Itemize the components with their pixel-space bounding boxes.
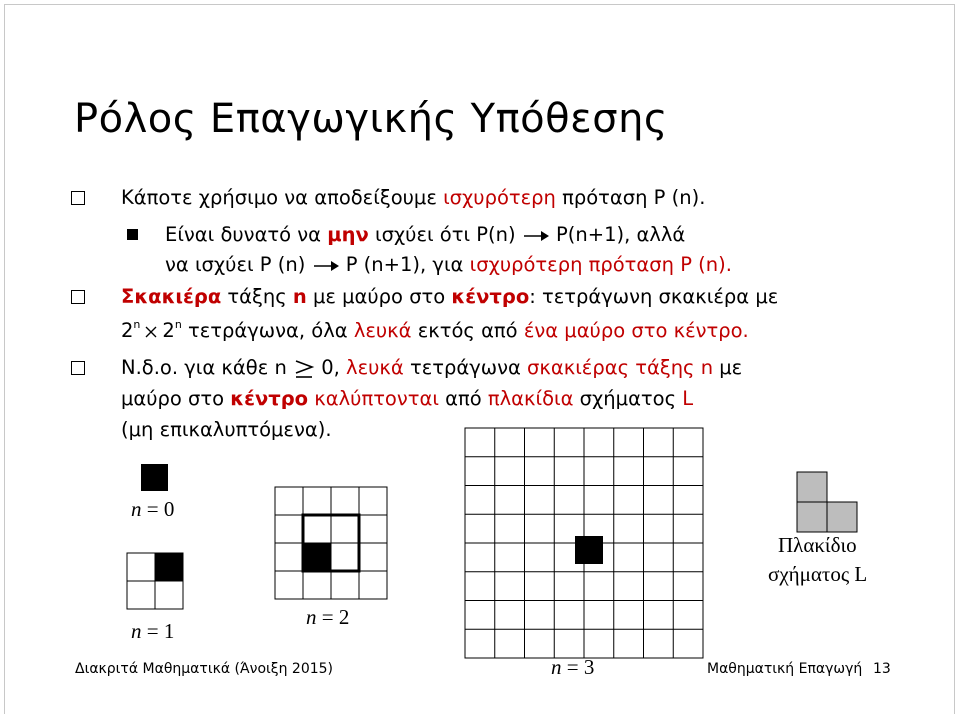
footer-course: Διακριτά Μαθηματικά (Άνοιξη 2015) [75,661,334,677]
bullet-3-d: με [713,356,743,379]
board-n2-cell [359,515,387,543]
label-n3-var: n [551,655,562,679]
label-n1-rest: = 1 [141,619,175,643]
tile-label-line-2: σχήματος L [768,562,868,586]
label-n0 [131,497,174,522]
bullet-3-covered: καλύπτονται [314,387,439,410]
implies-arrow-icon [312,259,340,273]
board-n2-cell [331,515,359,543]
bullet-2-a: τάξης [221,285,293,308]
bullet-2-d: τετράγωνα, όλα [181,319,354,342]
bullet-3-white: λευκά [346,356,404,379]
sub-bullet-2a: να ισχύει P (n) [165,253,306,276]
bullet-2-line-1 [121,287,778,307]
label-n2-var: n [306,605,317,629]
board-n0-black-square [141,464,168,491]
board-n0 [140,463,170,493]
bullet-2-exp-1: n [133,318,141,331]
board-n1-cell [127,581,155,609]
bullet-3-line-3 [121,420,332,440]
bullet-3-c: τετράγωνα [403,356,528,379]
board-n2-black-square [303,543,331,571]
slide-title: Ρόλος Επαγωγικής Υπόθεσης [74,96,668,142]
footer-page-number: 13 [873,661,891,677]
bullet-2-board: Σκακιέρα [121,285,222,308]
board-n2-cell [331,487,359,515]
hollow-square-bullet-icon [71,361,85,375]
bullet-3-i: (μη επικαλυπτόμενα). [121,418,332,441]
bullet-2-one-black: ένα μαύρο στο κέντρο. [523,319,749,342]
label-n2 [306,605,349,630]
bullet-3-line-1 [121,358,742,379]
label-n1-var: n [131,619,142,643]
label-n3 [551,655,594,680]
label-n0-rest: = 0 [141,497,175,521]
bullet-1-rest: πρόταση P (n). [555,186,706,209]
bullet-3-g: από [438,387,488,410]
hollow-square-bullet-icon [71,290,85,304]
board-n1-cell [155,581,183,609]
board-n1-black-square [155,553,183,581]
bullet-2-line-2 [121,318,749,342]
label-n0-var: n [131,497,142,521]
greater-equal-icon [293,359,315,379]
l-tile [796,471,858,533]
board-n3 [464,427,704,659]
times-icon [144,325,158,339]
bullet-2-e: εκτός από [411,319,524,342]
bullet-2-base-2: 2 [162,319,175,342]
tile-label-line-1: Πλακίδιο [778,533,857,557]
board-n1-cell [127,553,155,581]
filled-square-bullet-icon [127,229,138,240]
sub-bullet-line-1 [165,225,685,245]
board-n2 [274,486,390,602]
sub-bullet-1c: P(n+1), αλλά [549,223,686,246]
board-n3-black-square [575,536,603,564]
bullet-2-white: λευκά [353,319,412,342]
bullet-1-lead: Κάποτε χρήσιμο να αποδείξουμε [121,186,444,209]
bullet-3-center: κέντρο [230,387,309,410]
bullet-2-base-1: 2 [121,319,134,342]
sub-bullet-line-2 [165,255,732,275]
bullet-2-b: με μαύρο στο [306,285,452,308]
bullet-1-text [121,188,705,208]
bullet-3-a: Ν.δ.ο. για κάθε n [121,356,294,379]
board-n2-cell [331,571,359,599]
sub-bullet-1a: Είναι δυνατό να [165,223,328,246]
bullet-3-board-order: σκακιέρας τάξης n [527,356,714,379]
footer-topic: Μαθηματική Επαγωγή [707,661,863,677]
board-n2-cell [331,543,359,571]
sub-bullet-1b: ισχύει ότι P(n) [368,223,516,246]
label-n2-rest: = 2 [316,605,350,629]
sub-bullet-2b: P (n+1), για [339,253,470,276]
bullet-1-stronger: ισχυρότερη [443,186,556,209]
sub-bullet-2-stronger: ισχυρότερη πρόταση P (n). [469,253,732,276]
sub-bullet-not: μην [327,223,369,246]
board-n2-cell [275,515,303,543]
bullet-2-exp-2: n [174,318,182,331]
board-n2-cell [359,543,387,571]
bullet-2-c: : τετράγωνη σκακιέρα με [529,285,779,308]
bullet-3-b: 0, [315,356,347,379]
board-n2-cell [359,571,387,599]
bullet-2-center: κέντρο [451,285,530,308]
board-n2-cell [303,571,331,599]
implies-arrow-icon [522,229,550,243]
board-n2-cell [359,487,387,515]
bullet-3-line-2 [121,389,693,409]
bullet-3-e: μαύρο στο [121,387,231,410]
label-n3-rest: = 3 [561,655,595,679]
bullet-3-h: σχήματος [573,387,683,410]
board-n1 [126,552,184,610]
board-n2-cell [275,487,303,515]
bullet-3-tiles: πλακίδια [487,387,574,410]
bullet-2-n: n [292,285,307,308]
label-n1 [131,619,174,644]
bullet-3-L: L [682,387,694,410]
hollow-square-bullet-icon [71,191,85,205]
board-n2-cell [303,487,331,515]
board-n2-cell [303,515,331,543]
board-n2-cell [275,543,303,571]
board-n2-cell [275,571,303,599]
